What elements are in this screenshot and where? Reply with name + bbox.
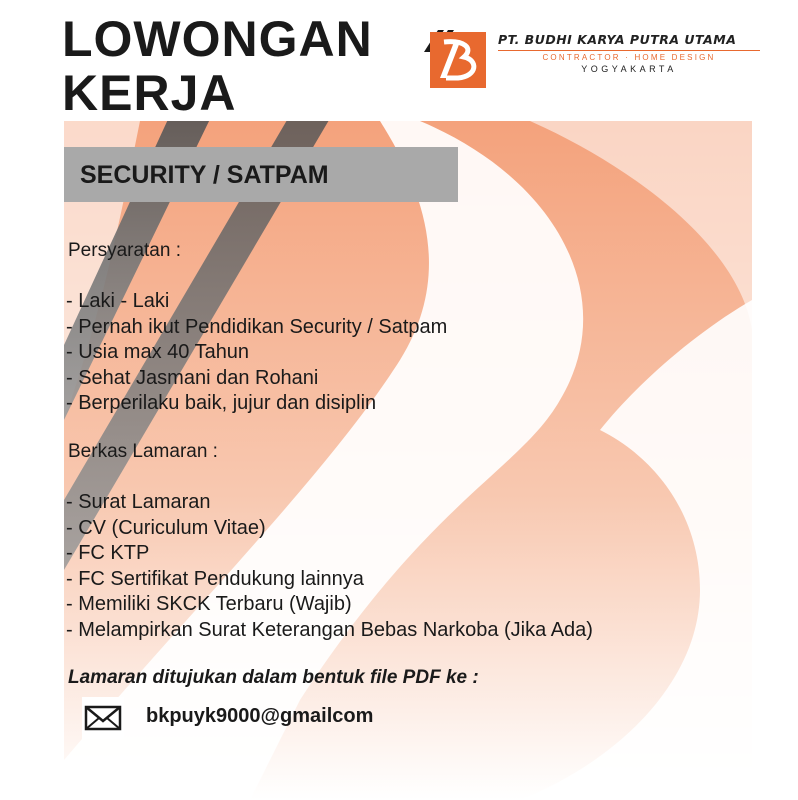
list-item: - CV (Curiculum Vitae) bbox=[66, 516, 266, 539]
company-divider bbox=[498, 50, 760, 51]
title-line-2: KERJA bbox=[62, 65, 237, 121]
company-name: PT. BUDHI KARYA PUTRA UTAMA bbox=[498, 32, 737, 47]
contact-email[interactable]: bkpuyk9000@gmailcom bbox=[146, 705, 374, 727]
position-banner bbox=[64, 147, 458, 202]
list-item: - Memiliki SKCK Terbaru (Wajib) bbox=[66, 593, 352, 615]
list-item: - Sehat Jasmani dan Rohani bbox=[66, 366, 319, 389]
list-item: - FC KTP bbox=[66, 542, 150, 564]
list-item: - Usia max 40 Tahun bbox=[66, 341, 250, 363]
apply-instruction: Lamaran ditujukan dalam bentuk file PDF ke : bbox=[68, 667, 479, 688]
documents-list bbox=[66, 490, 593, 643]
list-item: - FC Sertifikat Pendukung lainnya bbox=[66, 567, 364, 590]
company-tagline: CONTRACTOR · HOME DESIGN bbox=[542, 53, 716, 62]
list-item: - Surat Lamaran bbox=[66, 491, 211, 513]
envelope-icon bbox=[82, 697, 124, 739]
position-title: SECURITY / SATPAM bbox=[80, 161, 329, 189]
company-city: YOGYAKARTA bbox=[581, 64, 677, 74]
company-logo-icon bbox=[424, 30, 488, 90]
requirements-list bbox=[66, 289, 447, 417]
list-item: - Pernah ikut Pendidikan Security / Satpam bbox=[66, 315, 448, 338]
list-item: - Melampirkan Surat Keterangan Bebas Narkoba (Jika Ada) bbox=[66, 618, 593, 641]
page-title bbox=[62, 12, 373, 120]
list-item: - Berperilaku baik, jujur dan disiplin bbox=[66, 392, 377, 414]
company-info bbox=[498, 32, 760, 74]
documents-heading: Berkas Lamaran : bbox=[68, 441, 218, 462]
list-item: - Laki - Laki bbox=[66, 290, 170, 312]
title-line-1: LOWONGAN bbox=[62, 11, 373, 67]
requirements-heading: Persyaratan : bbox=[68, 240, 181, 261]
